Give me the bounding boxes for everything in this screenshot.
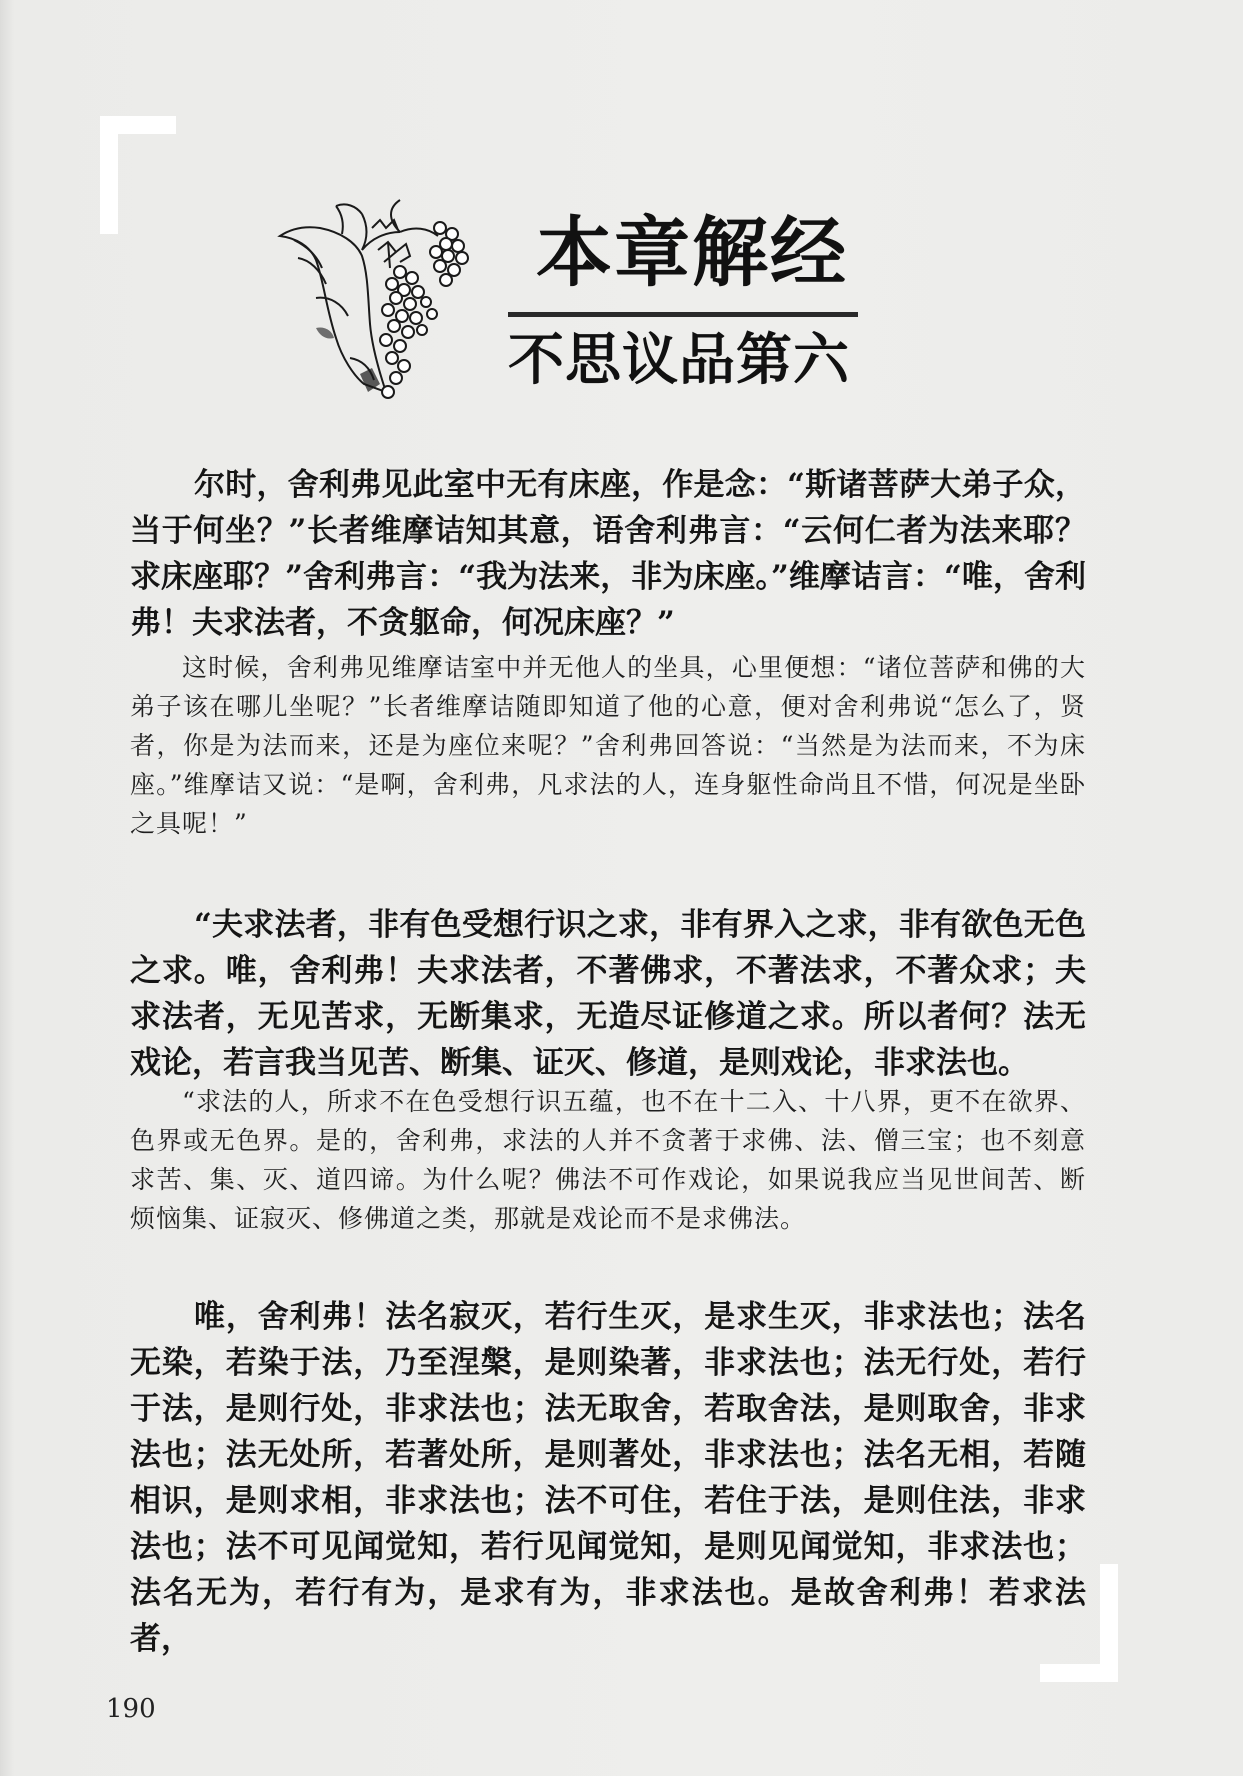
- chapter-heading-title: 本章解经: [536, 208, 848, 297]
- corner-bracket-top-left-vertical: [100, 116, 118, 234]
- scripture-paragraph-3: 唯，舍利弗！法名寂灭，若行生灭，是求生灭，非求法也；法名无染，若染于法，乃至涅槃，是则染著，非求法也；法无行处，若行于法，是则行处，非求法也；法无取舍，若取舍法，是则取舍，非求法也；法无处所，若著处所，是则著处，非求法也；法名无相，若随相识，是则求相，非求法也；法不可住，若住于法，是则住法，非求法也；法不可见闻觉知，若行见闻觉知，是则见闻觉知，非求法也；法名无为，若行有为，是求有为，非求法也。是故舍利弗！若求法者，: [130, 1299, 1086, 1657]
- chapter-heading-subtitle: 不思议品第六: [508, 328, 850, 393]
- scripture-paragraph-1: 尔时，舍利弗见此室中无有床座，作是念：“斯诸菩萨大弟子众，当于何坐？”长者维摩诘知其意，语舍利弗言：“云何仁者为法来耶？求床座耶？”舍利弗言：“我为法来，非为床座。”维摩诘言：“唯，舍利弗！夫求法者，不贪躯命，何况床座？”: [130, 467, 1086, 641]
- corner-bracket-bottom-right-vertical: [1100, 1564, 1118, 1682]
- page-number: 190: [106, 1694, 156, 1724]
- grapevine-ornament-icon: [276, 198, 512, 410]
- translation-paragraph-1: 这时候，舍利弗见维摩诘室中并无他人的坐具，心里便想：“诸位菩萨和佛的大弟子该在哪儿坐呢？”长者维摩诘随即知道了他的心意，便对舍利弗说“怎么了，贤者，你是为法而来，还是为座位来呢？”舍利弗回答说：“当然是为法而来，不为床座。”维摩诘又说：“是啊，舍利弗，凡求法的人，连身躯性命尚且不惜，何况是坐卧之具呢！”: [130, 653, 1086, 838]
- heading-divider: [508, 312, 858, 317]
- scripture-paragraph-2: “夫求法者，非有色受想行识之求，非有界入之求，非有欲色无色之求。唯，舍利弗！夫求法者，不著佛求，不著法求，不著众求；夫求法者，无见苦求，无断集求，无造尽证修道之求。所以者何？法无戏论，若言我当见苦、断集、证灭、修道，是则戏论，非求法也。: [130, 907, 1086, 1081]
- translation-paragraph-2: “求法的人，所求不在色受想行识五蕴，也不在十二入、十八界，更不在欲界、色界或无色界。是的，舍利弗，求法的人并不贪著于求佛、法、僧三宝；也不刻意求苦、集、灭、道四谛。为什么呢？佛法不可作戏论，如果说我应当见世间苦、断烦恼集、证寂灭、修佛道之类，那就是戏论而不是求佛法。: [130, 1087, 1086, 1233]
